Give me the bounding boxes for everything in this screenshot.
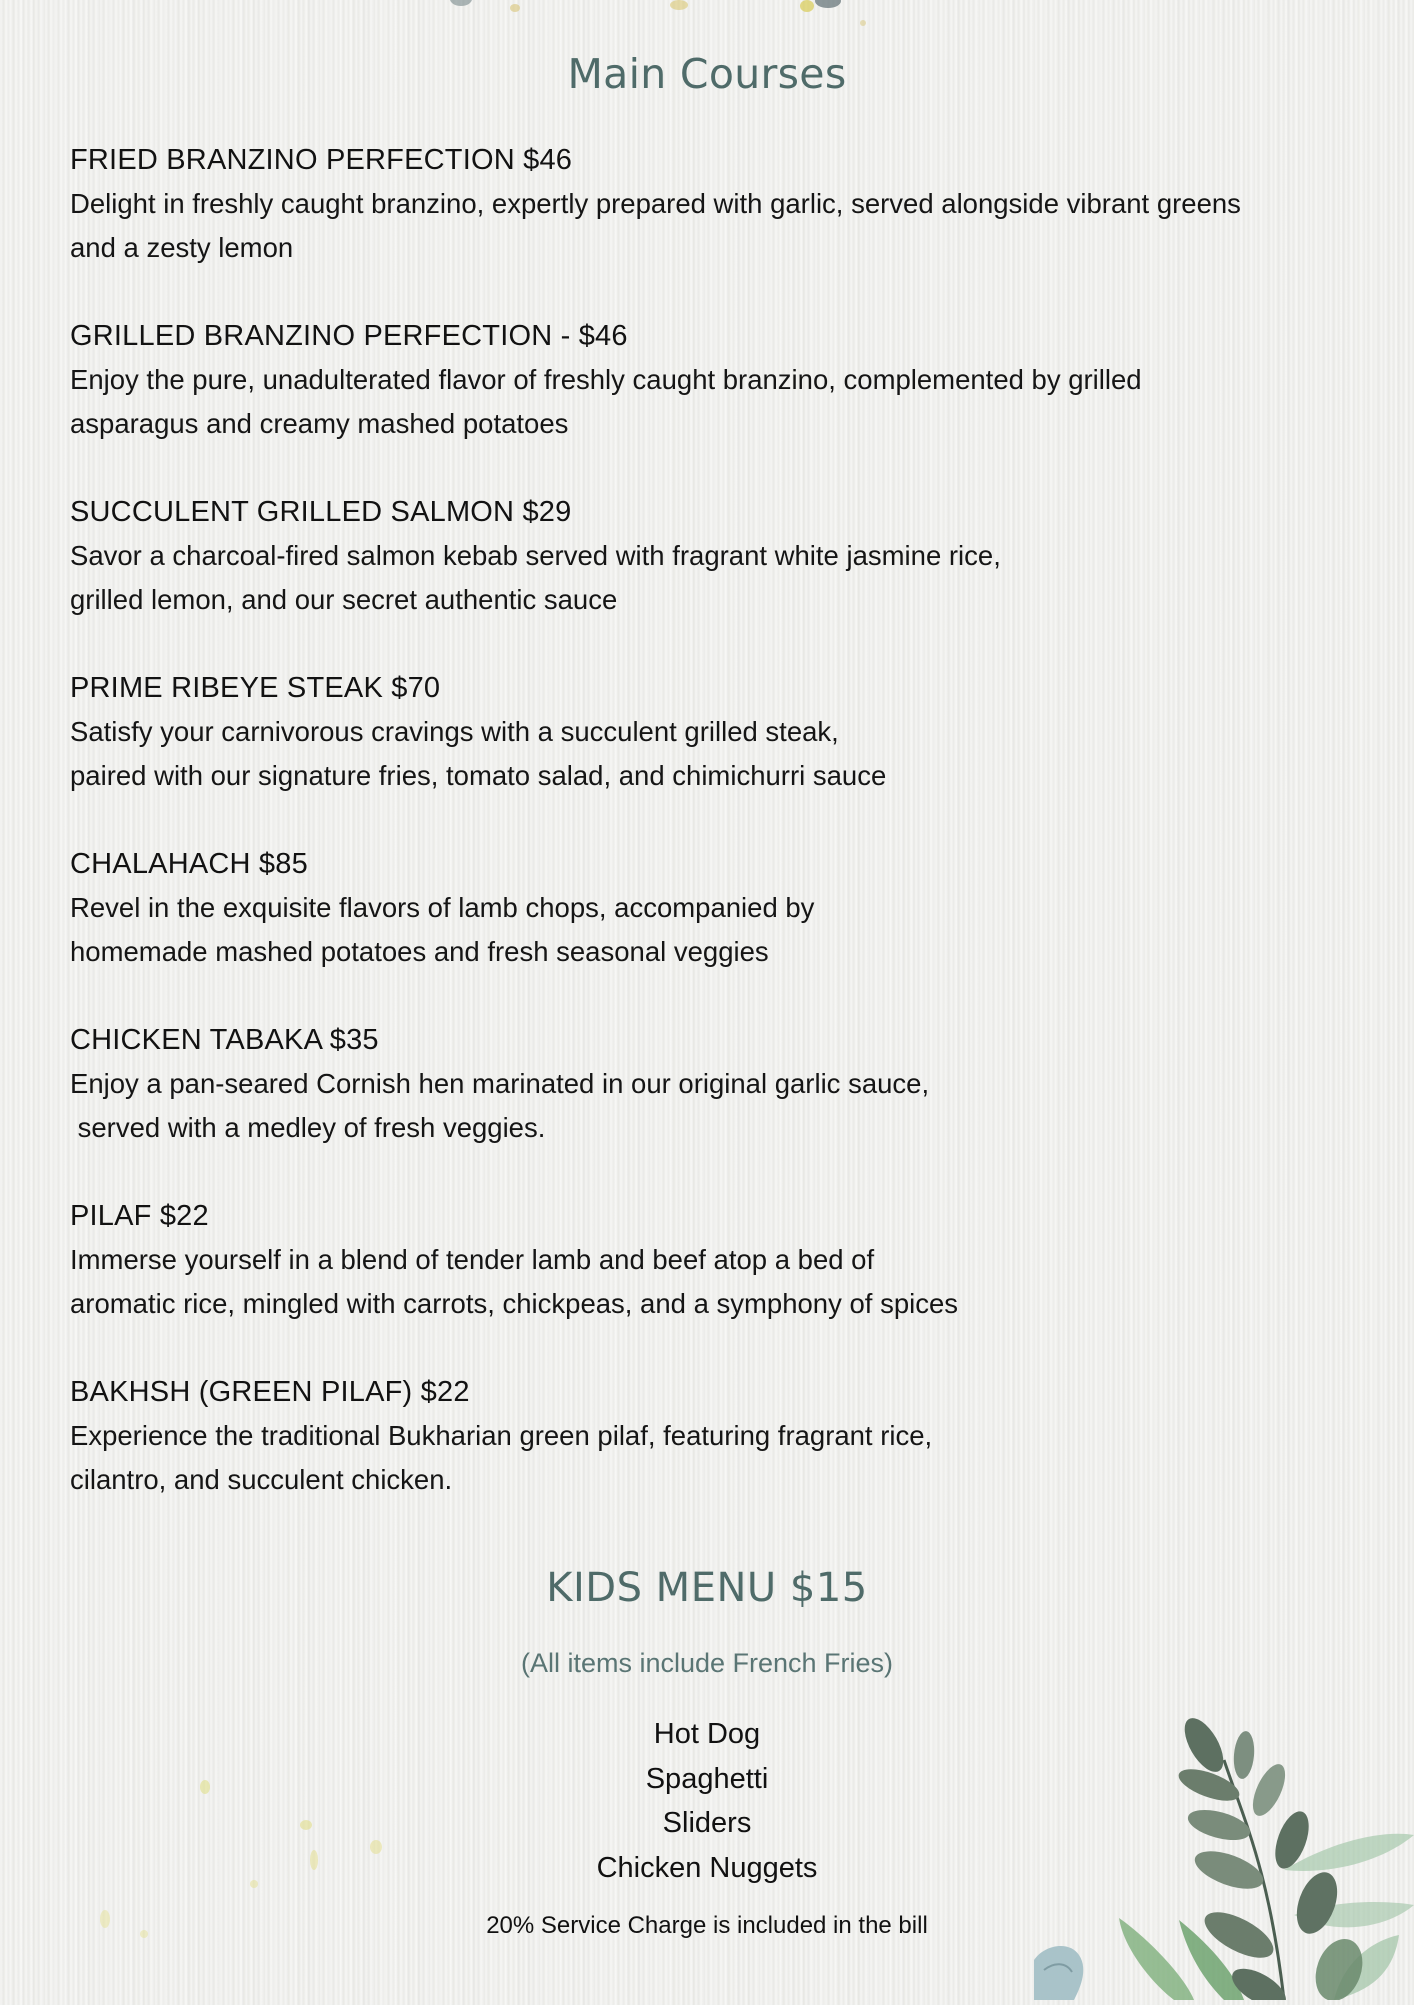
- menu-item: [70, 314, 1370, 446]
- menu-item: [70, 138, 1370, 270]
- splatter-decoration: [100, 1780, 420, 1980]
- dish-name: CHICKEN TABAKA $35: [70, 1024, 379, 1056]
- kids-menu-item: Spaghetti: [645, 1762, 769, 1795]
- dish-description-line: served with a medley of fresh veggies.: [70, 1112, 546, 1143]
- dish-description-line: asparagus and creamy mashed potatoes: [70, 408, 569, 439]
- service-charge-note: 20% Service Charge is included in the bill: [486, 1912, 928, 1939]
- kids-menu-item: Hot Dog: [653, 1718, 761, 1750]
- dish-description-line: aromatic rice, mingled with carrots, chickpeas, and a symphony of spices: [70, 1288, 959, 1319]
- dish-description-line: Experience the traditional Bukharian green pilaf, featuring fragrant rice,: [70, 1420, 933, 1451]
- dish-description-line: Savor a charcoal-fired salmon kebab served with fragrant white jasmine rice,: [70, 540, 1001, 571]
- leaf-illustration: [1034, 1700, 1414, 2000]
- kids-menu-title: KIDS MENU $15: [546, 1565, 868, 1611]
- dish-name: GRILLED BRANZINO PERFECTION - $46: [70, 320, 628, 352]
- dish-description-line: Enjoy a pan-seared Cornish hen marinated in our original garlic sauce,: [70, 1068, 930, 1099]
- dish-description-line: cilantro, and succulent chicken.: [70, 1464, 453, 1495]
- top-splatter-decoration: [440, 0, 1000, 40]
- menu-item: [70, 842, 1370, 974]
- menu-item: [70, 1018, 1370, 1150]
- dish-description-line: Immerse yourself in a blend of tender lamb and beef atop a bed of: [70, 1244, 875, 1275]
- dish-name: FRIED BRANZINO PERFECTION $46: [70, 144, 573, 176]
- main-courses-title: Main Courses: [567, 50, 847, 98]
- dish-description-line: homemade mashed potatoes and fresh seasonal veggies: [70, 936, 769, 967]
- dish-description-line: Enjoy the pure, unadulterated flavor of freshly caught branzino, complemented by grilled: [70, 364, 1142, 395]
- kids-menu-item: Sliders: [662, 1807, 752, 1839]
- menu-item: [70, 666, 1370, 798]
- menu-item: [70, 1370, 1370, 1502]
- dish-description-line: Satisfy your carnivorous cravings with a succulent grilled steak,: [70, 716, 839, 747]
- kids-menu-note: (All items include French Fries): [520, 1648, 894, 1678]
- dish-name: SUCCULENT GRILLED SALMON $29: [70, 496, 572, 528]
- dish-name: PRIME RIBEYE STEAK $70: [70, 672, 441, 704]
- dish-description-line: grilled lemon, and our secret authentic sauce: [70, 584, 618, 615]
- dish-description-line: Delight in freshly caught branzino, expertly prepared with garlic, served alongside vibrant greens: [70, 188, 1241, 219]
- dish-name: PILAF $22: [70, 1200, 209, 1232]
- dish-name: BAKHSH (GREEN PILAF) $22: [70, 1376, 470, 1408]
- menu-item: [70, 490, 1370, 622]
- dish-name: CHALAHACH $85: [70, 848, 308, 880]
- dish-description-line: and a zesty lemon: [70, 232, 294, 263]
- kids-menu-item: Chicken Nuggets: [596, 1851, 818, 1884]
- menu-item: [70, 1194, 1370, 1326]
- dish-description-line: paired with our signature fries, tomato salad, and chimichurri sauce: [70, 760, 887, 791]
- main-courses-list: [70, 138, 1370, 1546]
- dish-description-line: Revel in the exquisite flavors of lamb chops, accompanied by: [70, 892, 815, 923]
